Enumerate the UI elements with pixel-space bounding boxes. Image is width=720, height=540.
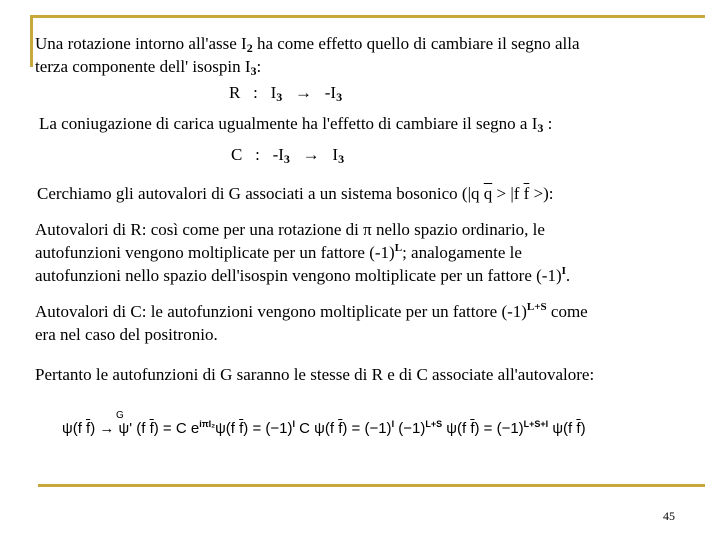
bottom-border	[38, 484, 705, 487]
para3: Cerchiamo gli autovalori di G associati a un sistema bosonico (|q $\overline{q} > |f$ $\overline{f}$ >):	[37, 184, 554, 203]
top-border	[30, 15, 705, 18]
para5-line2: era nel caso del positronio.	[35, 325, 218, 344]
left-border	[30, 15, 33, 67]
g-parity-formula: ψ(f $\overline{f}) \to \psi'$ (f $\overline{f}) = C$ $e^{i\pi I_2}\psi(f$ $\overline{f}) = (-1)^I$ C ψ(f $\overline{f}) = (-1)^I$ $(-1)^{L+S}$ ψ(f $\overline{f}) = (-1)^{L+S+I}$ ψ(f $\overline{f}$)	[62, 419, 586, 437]
para4-line2: autofunzioni vengono moltiplicate per un fattore $(-1)^L$; analogamente le	[35, 242, 522, 262]
para4-line3: autofunzioni nello spazio dell'isospin vengono moltiplicate per un fattore $(-1)^I$.	[35, 265, 571, 285]
para5-line1: Autovalori di C: le autofunzioni vengono moltiplicate per un fattore $(-1)^{L+S}$ come	[35, 301, 588, 321]
para4-line1: Autovalori di R: così come per una rotazione di π nello spazio ordinario, le	[35, 220, 545, 239]
para1-line2: terza componente dell' isospin $I_3$:	[35, 57, 262, 78]
page-number: 45	[663, 509, 675, 523]
para1-line1: Una rotazione intorno all'asse $I_2$ ha come effetto quello di cambiare il segno alla	[35, 34, 580, 55]
c-mapping: C : $-I_3$ → $I_3$	[231, 145, 345, 166]
r-mapping: R : $I_3$ → $-I_3$	[229, 83, 343, 104]
para2: La coniugazione di carica ugualmente ha l'effetto di cambiare il segno a $I_3$ :	[39, 114, 553, 135]
g-operator-label: G	[116, 410, 124, 421]
para6: Pertanto le autofunzioni di G saranno le stesse di R e di C associate all'autovalore:	[35, 365, 595, 384]
